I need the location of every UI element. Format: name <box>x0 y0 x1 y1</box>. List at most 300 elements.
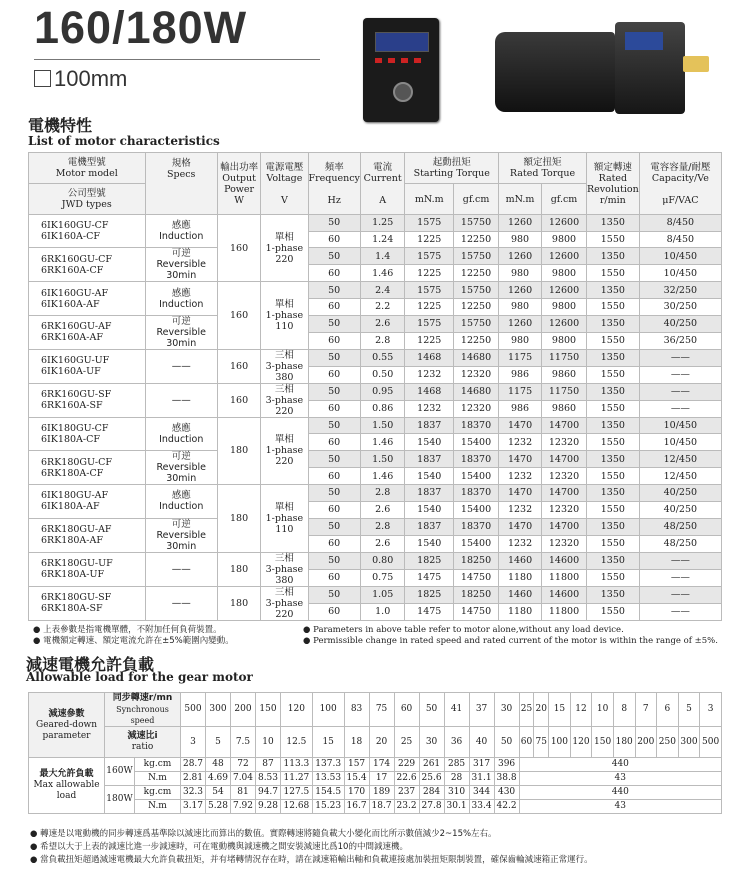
a-cell: 1.0 <box>360 603 405 620</box>
hz-cell: 60 <box>308 468 360 485</box>
st-nm-cell: 1232 <box>405 366 454 383</box>
st-nm-cell: 1468 <box>405 383 454 400</box>
cap-cell: 12/450 <box>639 468 721 485</box>
gear-motor-image <box>475 14 720 124</box>
a-cell: 1.05 <box>360 586 405 603</box>
ratio-value-cell: 10 <box>256 727 281 758</box>
spec-zh: —— <box>171 563 191 575</box>
note-zh-2-text: 電機額定轉速、額定電流允許在±5%範圍內變動。 <box>43 636 234 646</box>
a-cell: 1.4 <box>360 248 405 265</box>
gear-note-3: ● 當負載扭矩超過減速電機最大允許負載扭矩，并有堵轉情況存在時，請在減速箱輸出軸和負載連接處加裝扭矩限制裝置，確保齒輪減速箱正常運行。 <box>30 855 593 865</box>
st-gf-cell: 15400 <box>454 468 499 485</box>
rt-nm-cell: 1260 <box>499 315 542 332</box>
speed-cell: 50 <box>419 693 444 727</box>
load-value: 32.3 <box>181 786 206 800</box>
spec-zh: 可逆 Reversible <box>156 518 206 541</box>
a-cell: 1.24 <box>360 231 405 248</box>
st-gf-cell: 15400 <box>454 501 499 518</box>
gear-note-1-text: 轉速是以電動機的同步轉速爲基準除以減速比而算出的數值。實際轉速將隨負載大小變化而比所示數值減少2~15%左右。 <box>40 829 497 839</box>
rpm-cell: 1350 <box>587 586 640 603</box>
voltage-zh: 單相 <box>274 501 294 513</box>
hdr-freq-zh: 頻率 <box>324 161 344 173</box>
spec-en: 30min <box>166 270 197 282</box>
st-nm-cell: 1225 <box>405 231 454 248</box>
speed-cell: 7 <box>635 693 657 727</box>
spec-zh: 可逆 Reversible <box>156 315 206 338</box>
st-nm-cell: 1837 <box>405 451 454 468</box>
load-value: 137.3 <box>312 758 344 772</box>
ratio-zh: 減速比i <box>127 731 158 741</box>
load-value: 430 <box>494 786 519 800</box>
a-cell: 0.86 <box>360 400 405 417</box>
hdr-specs-en: Specs <box>167 168 196 180</box>
hz-cell: 50 <box>308 552 360 569</box>
load-value: 2.81 <box>181 772 206 786</box>
model-cell <box>29 518 146 552</box>
hz-cell: 50 <box>308 248 360 265</box>
model-name: 6IK180GU-AF <box>41 490 109 502</box>
rt-gf-cell: 12320 <box>542 501 587 518</box>
speed-cell: 12 <box>570 693 592 727</box>
cap-cell: 10/450 <box>639 265 721 282</box>
rt-gf-cell: 14700 <box>542 485 587 502</box>
voltage-zh: 單相 <box>274 231 294 243</box>
hdr-voltage-zh: 電源電壓 <box>265 161 304 173</box>
rt-nm-cell: 1232 <box>499 468 542 485</box>
model-name: 6RK180A-AF <box>41 535 103 546</box>
st-nm-cell: 1825 <box>405 586 454 603</box>
controller-display <box>375 32 429 52</box>
hdr-current-en: Current <box>363 172 402 184</box>
spec-cell <box>145 215 217 248</box>
rt-gf-cell: 11750 <box>542 349 587 366</box>
motor-body <box>495 32 615 112</box>
load-value: 261 <box>419 758 444 772</box>
rt-nm-cell: 1180 <box>499 569 542 586</box>
st-gf-cell: 12320 <box>454 400 499 417</box>
rt-nm-cell: 1260 <box>499 282 542 299</box>
speed-cell: 3 <box>700 693 722 727</box>
voltage-cell <box>261 552 308 586</box>
note-en-1: ● Parameters in above table refer to motor alone,without any load device. <box>303 625 624 635</box>
speed-cell: 200 <box>231 693 256 727</box>
rt-gf-cell: 14700 <box>542 451 587 468</box>
sync-en: Synchronous speed <box>116 705 169 725</box>
model-name: 6IK160A-AF <box>41 298 100 310</box>
hz-cell: 60 <box>308 501 360 518</box>
square-icon <box>34 70 51 87</box>
hdr-rev-unit: r/min <box>599 194 626 206</box>
voltage-value: 220 <box>275 253 294 265</box>
voltage-cell <box>261 383 308 417</box>
voltage-value: 220 <box>275 405 294 417</box>
rt-gf-cell: 11800 <box>542 603 587 620</box>
st-gf-cell: 15750 <box>454 215 499 232</box>
st-nm-cell: 1225 <box>405 265 454 282</box>
rt-gf-cell: 12320 <box>542 468 587 485</box>
load-value: 31.1 <box>469 772 494 786</box>
a-cell: 2.2 <box>360 299 405 316</box>
a-cell: 1.50 <box>360 417 405 434</box>
speed-cell: 25 <box>519 693 534 727</box>
rpm-cell: 1550 <box>587 468 640 485</box>
st-gf-cell: 12250 <box>454 231 499 248</box>
hdr-company-zh: 公司型號 <box>67 188 106 199</box>
spec-row <box>29 485 722 502</box>
rt-gf-cell: 12600 <box>542 315 587 332</box>
model-cell <box>29 383 146 417</box>
speed-cell: 75 <box>369 693 394 727</box>
note-zh-2: ● 電機額定轉速、額定電流允許在±5%範圍內變動。 <box>33 636 234 646</box>
hdr-freq-unit: Hz <box>327 194 341 206</box>
rpm-cell: 1550 <box>587 400 640 417</box>
spec-en: 30min <box>166 473 197 485</box>
note-en-1-text: Parameters in above table refer to motor alone,without any load device. <box>313 625 624 635</box>
ratio-value-cell: 12.5 <box>281 727 313 758</box>
rt-nm-cell: 1470 <box>499 485 542 502</box>
load-value: 3.17 <box>181 800 206 814</box>
load-value: 285 <box>444 758 469 772</box>
a-cell: 2.6 <box>360 535 405 552</box>
rpm-cell: 1550 <box>587 501 640 518</box>
spec-zh: —— <box>171 597 191 609</box>
title-divider <box>34 59 320 60</box>
model-cell <box>29 451 146 485</box>
cap-cell: 10/450 <box>639 417 721 434</box>
voltage-en: 3-phase <box>265 597 304 609</box>
page-title: 160/180W <box>34 2 248 53</box>
hdr-model-en: Motor model <box>55 168 118 179</box>
speed-cell: 120 <box>281 693 313 727</box>
load-value: 154.5 <box>312 786 344 800</box>
spec-zh: 可逆 Reversible <box>156 451 206 474</box>
cap-cell: —— <box>639 569 721 586</box>
load-value: 38.8 <box>494 772 519 786</box>
speed-cell: 15 <box>549 693 571 727</box>
unit-label: kg.cm <box>135 758 181 772</box>
model-cell <box>29 282 146 315</box>
load-value: 48 <box>206 758 231 772</box>
a-cell: 2.6 <box>360 315 405 332</box>
load-value: 28 <box>444 772 469 786</box>
cap-cell: 40/250 <box>639 485 721 502</box>
cap-cell: —— <box>639 586 721 603</box>
load-value: 8.53 <box>256 772 281 786</box>
load-cap-value: 440 <box>519 786 721 800</box>
controller-button <box>414 58 421 63</box>
voltage-en: 3-phase <box>265 360 304 372</box>
hdr-rated-zh: 額定扭矩 <box>523 157 562 168</box>
rt-nm-cell: 980 <box>499 265 542 282</box>
a-cell: 1.46 <box>360 265 405 282</box>
hz-cell: 60 <box>308 569 360 586</box>
st-nm-cell: 1225 <box>405 299 454 316</box>
load-cap-value: 440 <box>519 758 721 772</box>
load-value: 30.1 <box>444 800 469 814</box>
note-zh-1: ● 上表參數是指電機單體，不附加任何負荷裝置。 <box>33 625 222 635</box>
rpm-cell: 1550 <box>587 569 640 586</box>
hz-cell: 50 <box>308 215 360 232</box>
note-zh-1-text: 上表參數是指電機單體，不附加任何負荷裝置。 <box>43 625 222 635</box>
model-cell <box>29 248 146 282</box>
gear-load-row <box>29 786 722 800</box>
spec-row <box>29 383 722 400</box>
model-name: 6RK180GU-CF <box>41 456 112 468</box>
voltage-cell <box>261 586 308 620</box>
controller-button <box>388 58 395 63</box>
power-cell: 180 <box>217 586 260 620</box>
cap-cell: 8/450 <box>639 231 721 248</box>
rt-gf-cell: 14600 <box>542 552 587 569</box>
st-gf-cell: 18250 <box>454 586 499 603</box>
load-zh: 最大允許負載 <box>39 769 94 779</box>
output-shaft <box>683 56 709 72</box>
cap-cell: 10/450 <box>639 248 721 265</box>
model-name: 6RK160GU-SF <box>41 389 112 401</box>
param-zh: 減速參數 <box>48 708 85 719</box>
hdr-rated-gf: gf.cm <box>542 184 587 215</box>
cap-cell: —— <box>639 383 721 400</box>
st-gf-cell: 18370 <box>454 485 499 502</box>
load-cell <box>29 758 105 814</box>
load-value: 4.69 <box>206 772 231 786</box>
gear-note-1: ● 轉速是以電動機的同步轉速爲基準除以減速比而算出的數值。實際轉速將隨負載大小變化而比所示數值減少2~15%左右。 <box>30 829 497 839</box>
hz-cell: 50 <box>308 417 360 434</box>
load-value: 7.92 <box>231 800 256 814</box>
spec-zh: 感應 <box>171 422 191 434</box>
model-name: 6IK180A-CF <box>41 433 100 445</box>
hz-cell: 60 <box>308 332 360 349</box>
cap-cell: 32/250 <box>639 282 721 299</box>
st-nm-cell: 1540 <box>405 434 454 451</box>
hz-cell: 50 <box>308 349 360 366</box>
load-value: 94.7 <box>256 786 281 800</box>
st-gf-cell: 15750 <box>454 315 499 332</box>
cap-cell: 48/250 <box>639 535 721 552</box>
voltage-en: 3-phase <box>265 394 304 406</box>
spec-zh: 感應 <box>171 220 191 232</box>
power-cell: 160 <box>217 349 260 383</box>
st-nm-cell: 1575 <box>405 248 454 265</box>
load-value: 23.2 <box>394 800 419 814</box>
load-value: 344 <box>469 786 494 800</box>
section1-title-zh: 電機特性 <box>28 116 93 135</box>
hdr-specs-zh: 規格 <box>171 157 191 169</box>
cap-cell: —— <box>639 400 721 417</box>
st-gf-cell: 18370 <box>454 451 499 468</box>
speed-cell: 83 <box>344 693 369 727</box>
voltage-zh: 單相 <box>274 299 294 311</box>
st-nm-cell: 1232 <box>405 400 454 417</box>
load-value: 284 <box>419 786 444 800</box>
cap-cell: —— <box>639 349 721 366</box>
load-cap-value: 43 <box>519 772 721 786</box>
gear-load-row <box>29 758 722 772</box>
rpm-cell: 1350 <box>587 518 640 535</box>
rt-gf-cell: 14600 <box>542 586 587 603</box>
power-cell: 180 <box>217 417 260 484</box>
speed-cell: 60 <box>394 693 419 727</box>
model-name: 6RK180A-SF <box>41 603 103 614</box>
frame-size-value: 100mm <box>54 66 128 91</box>
rpm-cell: 1350 <box>587 451 640 468</box>
load-value: 15.4 <box>344 772 369 786</box>
st-gf-cell: 15750 <box>454 282 499 299</box>
spec-row <box>29 451 722 468</box>
speed-controller-image <box>363 18 439 122</box>
st-nm-cell: 1225 <box>405 332 454 349</box>
hz-cell: 50 <box>308 586 360 603</box>
load-value: 72 <box>231 758 256 772</box>
voltage-zh: 三相 <box>274 586 294 598</box>
a-cell: 2.4 <box>360 282 405 299</box>
hdr-voltage-unit: V <box>280 194 288 206</box>
voltage-en: 1-phase <box>265 310 304 322</box>
spec-cell <box>145 282 217 315</box>
rt-gf-cell: 9860 <box>542 400 587 417</box>
hdr-start-zh: 起動扭矩 <box>432 157 471 168</box>
rt-gf-cell: 9800 <box>542 265 587 282</box>
load-value: 396 <box>494 758 519 772</box>
rt-nm-cell: 1470 <box>499 417 542 434</box>
rt-nm-cell: 1180 <box>499 603 542 620</box>
load-value: 33.4 <box>469 800 494 814</box>
rt-nm-cell: 1232 <box>499 434 542 451</box>
voltage-en: 1-phase <box>265 242 304 254</box>
spec-zh: 可逆 Reversible <box>156 248 206 271</box>
rt-nm-cell: 980 <box>499 231 542 248</box>
hdr-power-en: Power <box>224 183 255 195</box>
rt-gf-cell: 12320 <box>542 535 587 552</box>
spec-row <box>29 248 722 265</box>
rt-nm-cell: 980 <box>499 332 542 349</box>
voltage-cell <box>261 215 308 282</box>
rt-gf-cell: 14700 <box>542 417 587 434</box>
voltage-zh: 三相 <box>274 349 294 361</box>
speed-cell: 30 <box>494 693 519 727</box>
model-name: 6RK160A-CF <box>41 264 104 276</box>
cap-cell: 40/250 <box>639 501 721 518</box>
model-name: 6IK160GU-CF <box>41 220 109 232</box>
model-name: 6RK180A-UF <box>41 569 105 580</box>
spec-row <box>29 315 722 332</box>
model-name: 6IK160GU-UF <box>41 355 110 367</box>
ratio-value-cell: 5 <box>206 727 231 758</box>
load-value: 317 <box>469 758 494 772</box>
hz-cell: 50 <box>308 383 360 400</box>
section1-title-en: List of motor characteristics <box>28 134 220 148</box>
st-nm-cell: 1575 <box>405 315 454 332</box>
cap-cell: —— <box>639 603 721 620</box>
st-gf-cell: 14680 <box>454 383 499 400</box>
cap-cell: —— <box>639 366 721 383</box>
model-name: 6RK160GU-AF <box>41 321 112 333</box>
hz-cell: 50 <box>308 315 360 332</box>
speed-cell: 37 <box>469 693 494 727</box>
st-gf-cell: 15400 <box>454 535 499 552</box>
model-name: 6RK160GU-CF <box>41 253 112 265</box>
spec-row <box>29 586 722 603</box>
ratio-value-cell: 60 <box>519 727 534 758</box>
speed-cell: 300 <box>206 693 231 727</box>
st-gf-cell: 18370 <box>454 417 499 434</box>
voltage-zh: 三相 <box>274 552 294 564</box>
hdr-current-zh: 電流 <box>373 161 393 173</box>
rt-gf-cell: 9860 <box>542 366 587 383</box>
cap-cell: 30/250 <box>639 299 721 316</box>
hdr-start-en: Starting Torque <box>413 168 490 179</box>
power-cell: 160 <box>217 383 260 417</box>
power-cell: 160 <box>217 215 260 282</box>
st-nm-cell: 1837 <box>405 417 454 434</box>
rpm-cell: 1550 <box>587 434 640 451</box>
spec-cell <box>145 315 217 349</box>
rt-nm-cell: 1460 <box>499 586 542 603</box>
spec-en: Induction <box>159 298 204 310</box>
a-cell: 1.46 <box>360 468 405 485</box>
model-cell <box>29 552 146 586</box>
load-value: 170 <box>344 786 369 800</box>
param-en: Geared-down parameter <box>36 719 97 741</box>
rt-gf-cell: 12600 <box>542 215 587 232</box>
rt-nm-cell: 986 <box>499 366 542 383</box>
st-nm-cell: 1837 <box>405 518 454 535</box>
voltage-value: 110 <box>275 321 294 333</box>
sync-zh: 同步轉速r/mn <box>112 693 173 703</box>
sync-cell <box>105 693 181 727</box>
speed-cell: 100 <box>312 693 344 727</box>
rt-nm-cell: 1232 <box>499 535 542 552</box>
power-cell: 180 <box>217 552 260 586</box>
load-value: 22.6 <box>394 772 419 786</box>
hz-cell: 60 <box>308 434 360 451</box>
model-name: 6RK180GU-AF <box>41 524 112 535</box>
load-value: 13.53 <box>312 772 344 786</box>
rpm-cell: 1550 <box>587 603 640 620</box>
hdr-output-en: Output <box>222 172 256 184</box>
spec-row <box>29 215 722 232</box>
st-gf-cell: 18370 <box>454 518 499 535</box>
ratio-value-cell: 100 <box>549 727 571 758</box>
voltage-cell <box>261 282 308 349</box>
ratio-value-cell: 250 <box>657 727 679 758</box>
rt-nm-cell: 1260 <box>499 215 542 232</box>
gear-note-2-text: 希望以大于上表的減速比進一步減速時，可在電動機與減速機之間安裝減速比爲10的中間減速機。 <box>40 842 408 852</box>
cap-cell: 40/250 <box>639 315 721 332</box>
load-value: 5.28 <box>206 800 231 814</box>
model-name: 6RK180GU-SF <box>41 592 112 603</box>
hdr-model-zh: 電機型號 <box>67 157 106 168</box>
load-value: 9.28 <box>256 800 281 814</box>
controller-knob <box>393 82 413 102</box>
ratio-value-cell: 75 <box>534 727 549 758</box>
rt-gf-cell: 12600 <box>542 248 587 265</box>
spec-cell <box>145 417 217 450</box>
voltage-value: 110 <box>275 523 294 535</box>
load-en: Max allowable load <box>33 780 100 801</box>
a-cell: 0.55 <box>360 349 405 366</box>
a-cell: 2.8 <box>360 518 405 535</box>
rt-nm-cell: 1460 <box>499 552 542 569</box>
rt-nm-cell: 1175 <box>499 349 542 366</box>
rpm-cell: 1550 <box>587 265 640 282</box>
hz-cell: 60 <box>308 265 360 282</box>
hdr-rated-en: Rated Torque <box>509 168 576 179</box>
load-value: 189 <box>369 786 394 800</box>
rt-gf-cell: 14700 <box>542 518 587 535</box>
power-cell: 180 <box>217 485 260 552</box>
voltage-zh: 三相 <box>274 383 294 395</box>
